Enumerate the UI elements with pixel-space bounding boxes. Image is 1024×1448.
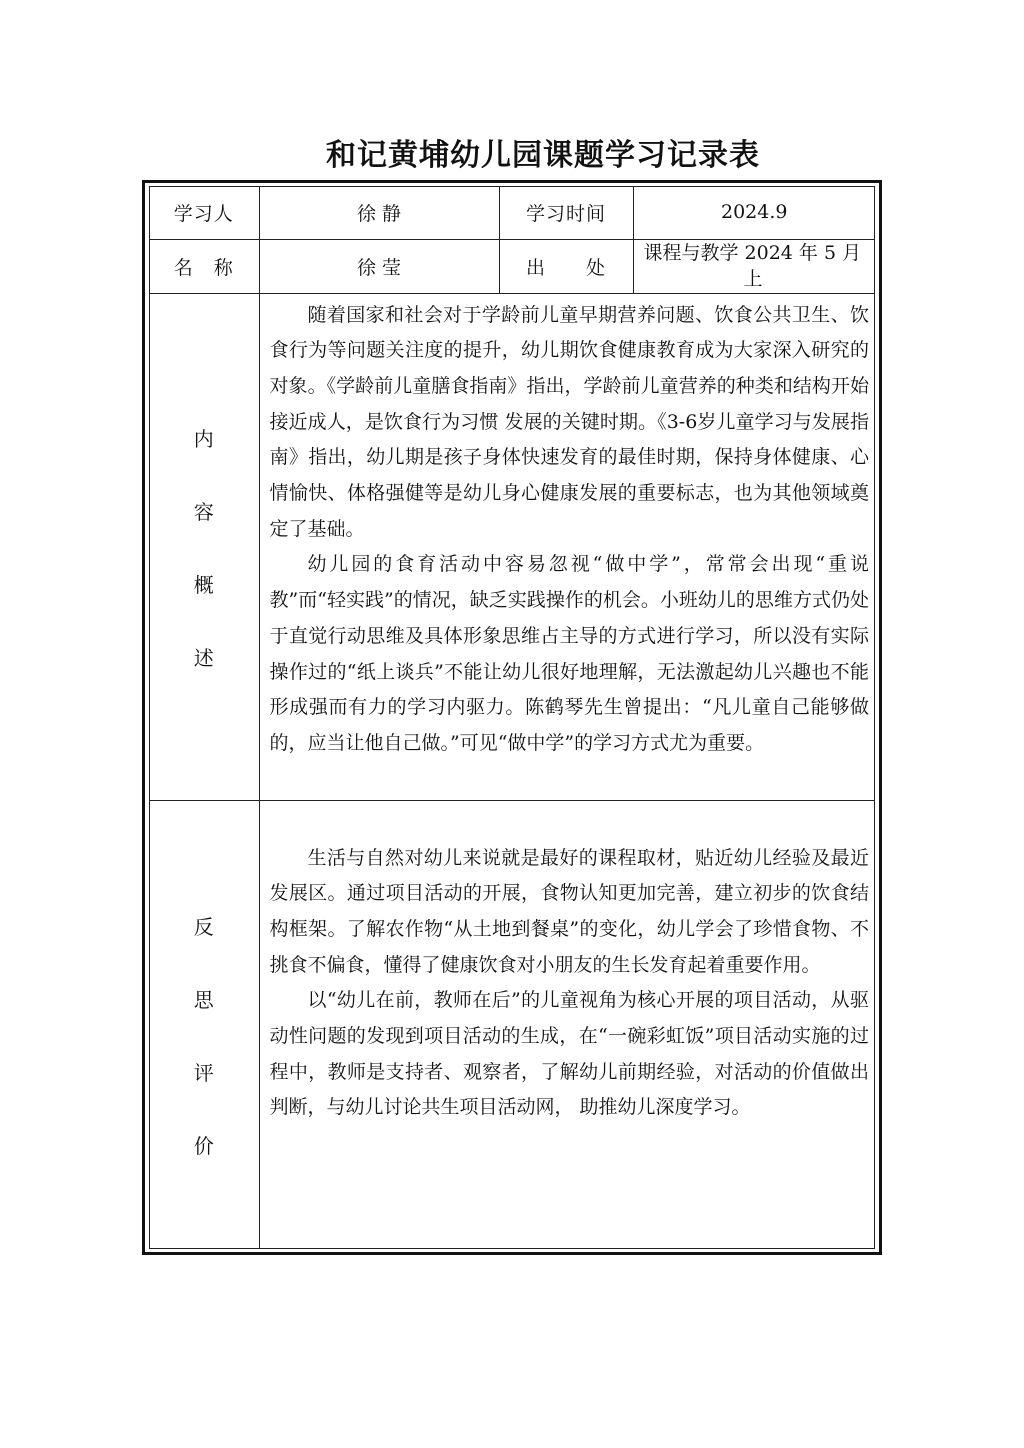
- source-value-line2: 上: [743, 268, 763, 290]
- source-value-line1: 课程与教学 2024 年 5 月: [643, 242, 862, 264]
- content-label-char: 内: [193, 426, 214, 451]
- name-label: 名 称: [149, 239, 259, 293]
- review-label-char: 价: [193, 1133, 214, 1158]
- time-value: 2024.9: [633, 186, 875, 239]
- review-label-char: 思: [193, 987, 214, 1012]
- review-paragraph: 生活与自然对幼儿来说就是最好的课程取材，贴近幼儿经验及最近发展区。通过项目活动的开展，食物认知更加完善，建立初步的饮食结构框架。了解农作物“从土地到餐桌”的变化，幼儿学会了珍惜食物、不挑食不偏食，懂得了健康饮食对小朋友的生长发育起着重要作用。: [269, 846, 869, 976]
- review-label-char: 评: [193, 1060, 214, 1085]
- review-label-char: 反: [193, 914, 214, 939]
- page-title: 和记黄埔幼儿园课题学习记录表: [326, 138, 760, 173]
- name-value: 徐 莹: [259, 239, 499, 293]
- content-label-char: 概: [193, 572, 214, 597]
- source-label: 出 处: [499, 239, 633, 293]
- content-paragraph: 随着国家和社会对于学龄前儿童早期营养问题、饮食公共卫生、饮食行为等问题关注度的提升，幼儿期饮食健康教育成为大家深入研究的对象。《学龄前儿童膳食指南》指出，学龄前儿童营养的种类和结构开始接近成人，是饮食行为习惯 发展的关键时期。《3-6岁儿童学习与发展指南》指出，幼儿期是孩子身体快速发育的最佳时期，保持身体健康、心情愉快、体格强健等是幼儿身心健康发展的重要标志，也为其他领域奠定了基础。: [269, 303, 869, 540]
- content-paragraph: 幼儿园的食育活动中容易忽视“做中学”，常常会出现“重说教”而“轻实践”的情况，缺乏实践操作的机会。小班幼儿的思维方式仍处于直觉行动思维及具体形象思维占主导的方式进行学习，所以没有实际操作过的“纸上谈兵”不能让幼儿很好地理解，无法激起幼儿兴趣也不能形成强而有力的学习内驱力。陈鹤琴先生曾提出：“凡儿童自己能够做的，应当让他自己做。”可见“做中学”的学习方式尤为重要。: [269, 553, 869, 754]
- review-paragraph: 以“幼儿在前，教师在后”的儿童视角为核心开展的项目活动，从驱动性问题的发现到项目活动的生成，在“一碗彩虹饭”项目活动实施的过程中，教师是支持者、观察者，了解幼儿前期经验，对活动的价值做出判断，与幼儿讨论共生项目活动网， 助推幼儿深度学习。: [269, 989, 869, 1119]
- learner-value: 徐 静: [259, 186, 499, 239]
- content-label-char: 容: [193, 499, 214, 524]
- learner-label: 学习人: [149, 186, 259, 239]
- table-inner-border: [149, 186, 875, 1249]
- content-label-char: 述: [193, 645, 214, 670]
- time-label: 学习时间: [499, 186, 633, 239]
